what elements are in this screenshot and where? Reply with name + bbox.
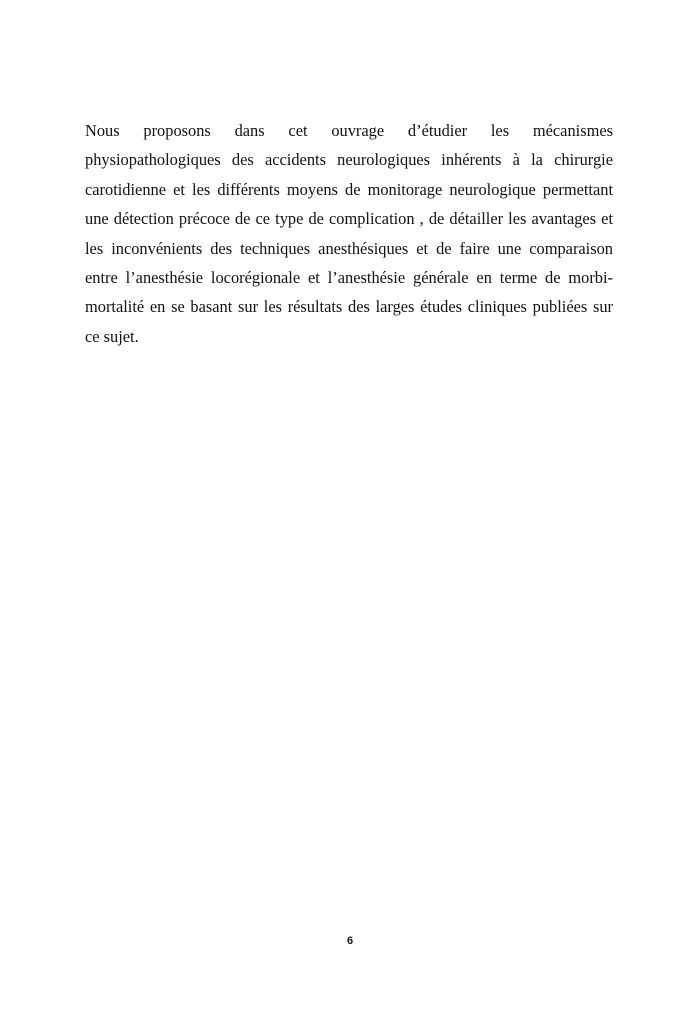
paragraph-line-3: carotidienne et les différents moyens de monitorage neurologique permettant: [85, 179, 613, 199]
paragraph-line-5: les inconvénients des techniques anesthésiques et de faire une comparaison: [85, 238, 613, 258]
paragraph-line-8: ce sujet.: [85, 326, 139, 346]
paragraph-line-4: une détection précoce de ce type de complication , de détailler les avantages et: [85, 209, 613, 229]
page-number: 6: [346, 935, 354, 947]
paragraph-line-1: Nous proposons dans cet ouvrage d’étudier les mécanismes: [85, 121, 613, 140]
paragraph-line-7: mortalité en se basant sur les résultats des larges études cliniques publiées sur: [85, 297, 613, 317]
body-paragraph: [85, 116, 613, 351]
paragraph-line-6: entre l’anesthésie locorégionale et l’anesthésie générale en terme de morbi-: [85, 267, 613, 287]
paragraph-line-2: physiopathologiques des accidents neurologiques inhérents à la chirurgie: [85, 150, 613, 170]
